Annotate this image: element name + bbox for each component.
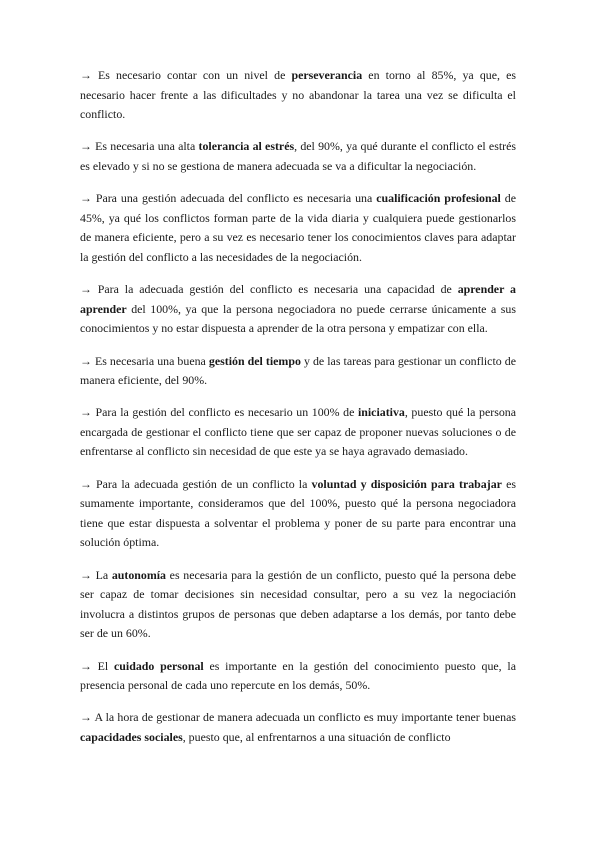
paragraph-text: Para la adecuada gestión del conflicto es necesaria una capacidad de: [91, 282, 458, 297]
arrow-glyph: →: [80, 139, 92, 154]
paragraph-cuidado: [80, 657, 516, 696]
bold-term: capacidades sociales: [80, 729, 183, 744]
bold-term: iniciativa: [357, 405, 405, 420]
paragraph-text: A la hora de gestionar de manera adecuada un conflicto es muy importante tener buenas: [91, 710, 516, 725]
paragraph-text: , puesto qué la persona encargada de gestionar el conflicto tiene que ser capaz de proponer nuevas soluciones o de enfrentarse al conflicto sin necesidad de que este ya se haya agravado demasiado.: [80, 405, 516, 459]
arrow-glyph: →: [80, 353, 92, 368]
arrow-glyph: →: [80, 405, 92, 420]
paragraph-text: La: [91, 567, 112, 582]
bold-term: cuidado personal: [114, 658, 204, 673]
paragraph-tolerancia: [80, 137, 516, 176]
bold-term: tolerancia al estrés: [198, 139, 295, 154]
paragraph-text: y de las tareas para gestionar un conflicto de manera eficiente, del 90%.: [80, 353, 516, 388]
paragraph-text: Para una gestión adecuada del conflicto es necesaria una: [91, 191, 377, 206]
paragraph-tiempo: [80, 352, 516, 391]
paragraph-voluntad: [80, 475, 516, 553]
paragraph-text: El: [91, 658, 115, 673]
paragraph-text: en torno al 85%, ya que, es necesario hacer frente a las dificultades y no abandonar la tarea una vez se dificulta el conflicto.: [80, 68, 516, 122]
paragraph-text: Es necesaria una alta: [91, 139, 199, 154]
paragraph-text: Es necesario contar con un nivel de: [91, 68, 292, 82]
arrow-glyph: →: [80, 567, 92, 582]
bold-term: voluntad y disposición para trabajar: [311, 476, 502, 491]
paragraph-iniciativa: [80, 403, 516, 462]
bold-term: perseverancia: [291, 68, 363, 82]
paragraph-autonomia: [80, 566, 516, 644]
paragraph-text: es importante en la gestión del conocimiento puesto que, la presencia personal de cada uno repercute en los demás, 50%.: [80, 658, 517, 693]
paragraph-cualificacion: [80, 189, 516, 267]
paragraph-perseverancia: [80, 66, 516, 125]
arrow-glyph: →: [80, 282, 92, 297]
paragraph-aprender: [80, 280, 516, 339]
bold-term: cualificación profesional: [376, 191, 501, 206]
paragraph-text: es sumamente importante, consideramos que del 100%, puesto qué la persona negociadora tiene que estar dispuesta a solventar el problema y poner de su parte para encontrar una solución óptima.: [80, 476, 516, 550]
arrow-glyph: →: [80, 476, 92, 491]
paragraph-text: Para la adecuada gestión de un conflicto la: [91, 476, 312, 491]
arrow-glyph: →: [80, 68, 92, 82]
paragraph-text: , del 90%, ya qué durante el conflicto el estrés es elevado y si no se gestiona de manera adecuada se va a dificultar la negociación.: [80, 139, 516, 173]
bold-term: autonomía: [111, 567, 166, 582]
paragraph-capacidades: [80, 708, 516, 747]
paragraph-text: es necesaria para la gestión de un conflicto, puesto qué la persona debe ser capaz de tomar decisiones sin necesidad consultar, pero a su vez la negociación involucra a distintos grupos de personas que deben adaptarse a los demás, por tanto debe ser de un 60%.: [80, 567, 516, 641]
paragraph-text: del 100%, ya que la persona negociadora no puede cerrarse únicamente a sus conocimientos y no estar dispuesta a aprender de la otra persona y empatizar con ella.: [80, 301, 516, 336]
arrow-glyph: →: [80, 710, 92, 725]
bold-term: gestión del tiempo: [208, 353, 301, 368]
arrow-glyph: →: [80, 191, 92, 206]
paragraph-text: Para la gestión del conflicto es necesario un 100% de: [91, 405, 358, 420]
paragraph-text: de 45%, ya qué los conflictos forman parte de la vida diaria y cualquiera puede gestionarlos de manera eficiente, pero a su vez es necesario tener los conocimientos claves para adaptar la gestión del conflicto a las necesidades de la negociación.: [80, 191, 517, 264]
arrow-glyph: →: [80, 658, 92, 673]
paragraph-text: Es necesaria una buena: [91, 353, 209, 368]
paragraph-text: , puesto que, al enfrentarnos a una situación de conflicto: [182, 729, 451, 744]
bold-term: aprender a aprender: [80, 282, 516, 316]
